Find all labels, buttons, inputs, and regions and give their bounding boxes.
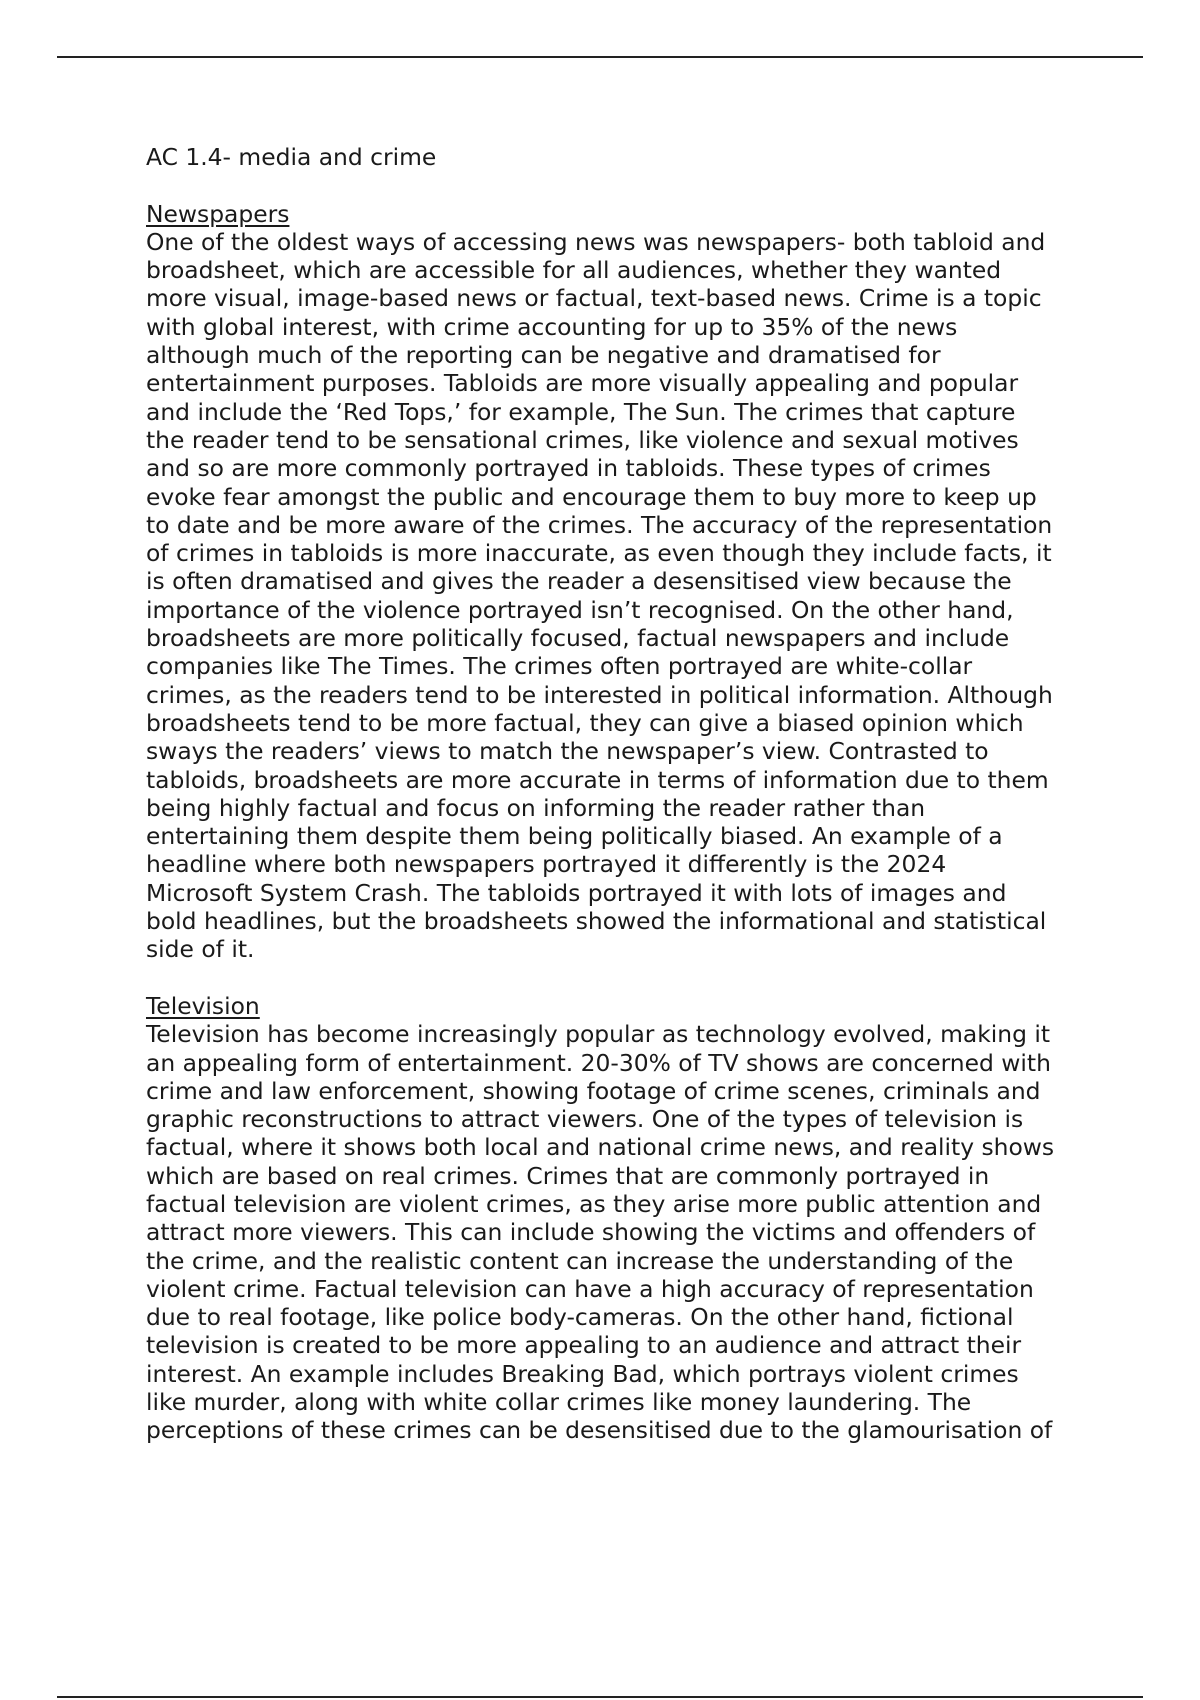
- section-paragraph-television: [146, 1020, 1146, 1444]
- text-line: entertainment purposes. Tabloids are more visually appealing and popular: [146, 369, 1019, 398]
- text-line: the reader tend to be sensational crimes, like violence and sexual motives: [146, 425, 1019, 454]
- text-line: factual, where it shows both local and national crime news, and reality shows: [146, 1133, 1055, 1162]
- text-line: and include the ‘Red Tops,’ for example, The Sun. The crimes that capture: [146, 397, 1016, 426]
- text-line: companies like The Times. The crimes often portrayed are white-collar: [146, 652, 973, 681]
- text-line: tabloids, broadsheets are more accurate in terms of information due to them: [146, 765, 1049, 794]
- text-line: attract more viewers. This can include showing the victims and offenders of: [146, 1218, 1036, 1247]
- text-line: which are based on real crimes. Crimes that are commonly portrayed in: [146, 1161, 990, 1190]
- text-line: entertaining them despite them being politically biased. An example of a: [146, 822, 1003, 851]
- text-line: bold headlines, but the broadsheets showed the informational and statistical: [146, 907, 1047, 936]
- text-line: perceptions of these crimes can be desensitised due to the glamourisation of: [146, 1416, 1053, 1445]
- text-line: headline where both newspapers portrayed it differently is the 2024: [146, 850, 947, 879]
- text-line: being highly factual and focus on informing the reader rather than: [146, 793, 926, 822]
- text-line: like murder, along with white collar crimes like money laundering. The: [146, 1388, 972, 1417]
- text-line: with global interest, with crime accounting for up to 35% of the news: [146, 312, 958, 341]
- text-line: crime and law enforcement, showing footage of crime scenes, criminals and: [146, 1076, 1041, 1105]
- text-line: due to real footage, like police body-cameras. On the other hand, fictional: [146, 1303, 1014, 1332]
- document-body: [146, 143, 1146, 1445]
- section-paragraph-newspapers: [146, 228, 1146, 964]
- text-line: graphic reconstructions to attract viewers. One of the types of television is: [146, 1105, 1024, 1134]
- text-line: evoke fear amongst the public and encourage them to buy more to keep up: [146, 482, 1037, 511]
- text-line: side of it.: [146, 935, 255, 964]
- text-line: Television has become increasingly popular as technology evolved, making it: [146, 1020, 1051, 1049]
- text-line: interest. An example includes Breaking Bad, which portrays violent crimes: [146, 1359, 1019, 1388]
- text-line: violent crime. Factual television can have a high accuracy of representation: [146, 1274, 1034, 1303]
- section-newspapers: [146, 200, 1146, 964]
- text-line: broadsheet, which are accessible for all audiences, whether they wanted: [146, 256, 1002, 285]
- text-line: One of the oldest ways of accessing news was newspapers- both tabloid and: [146, 227, 1046, 256]
- text-line: crimes, as the readers tend to be interested in political information. Although: [146, 680, 1053, 709]
- text-line: factual television are violent crimes, as they arise more public attention and: [146, 1189, 1042, 1218]
- text-line: importance of the violence portrayed isn’t recognised. On the other hand,: [146, 595, 1014, 624]
- section-television: [146, 992, 1146, 1445]
- text-line: and so are more commonly portrayed in tabloids. These types of crimes: [146, 454, 991, 483]
- footer-rule: [57, 1696, 1143, 1698]
- text-line: more visual, image-based news or factual, text-based news. Crime is a topic: [146, 284, 1042, 313]
- text-line: television is created to be more appealing to an audience and attract their: [146, 1331, 1022, 1360]
- section-heading-newspapers: Newspapers: [146, 199, 290, 228]
- section-heading-television: Television: [146, 991, 260, 1020]
- text-line: an appealing form of entertainment. 20-30% of TV shows are concerned with: [146, 1048, 1051, 1077]
- text-line: is often dramatised and gives the reader a desensitised view because the: [146, 567, 1012, 596]
- text-line: Microsoft System Crash. The tabloids portrayed it with lots of images and: [146, 878, 1007, 907]
- text-line: to date and be more aware of the crimes. The accuracy of the representation: [146, 510, 1053, 539]
- document-title: AC 1.4- media and crime: [146, 143, 437, 171]
- text-line: the crime, and the realistic content can increase the understanding of the: [146, 1246, 1014, 1275]
- text-line: although much of the reporting can be negative and dramatised for: [146, 341, 941, 370]
- text-line: broadsheets are more politically focused, factual newspapers and include: [146, 624, 1010, 653]
- header-rule: [57, 56, 1143, 58]
- text-line: of crimes in tabloids is more inaccurate, as even though they include facts, it: [146, 539, 1052, 568]
- text-line: sways the readers’ views to match the newspaper’s view. Contrasted to: [146, 737, 989, 766]
- text-line: broadsheets tend to be more factual, they can give a biased opinion which: [146, 708, 1024, 737]
